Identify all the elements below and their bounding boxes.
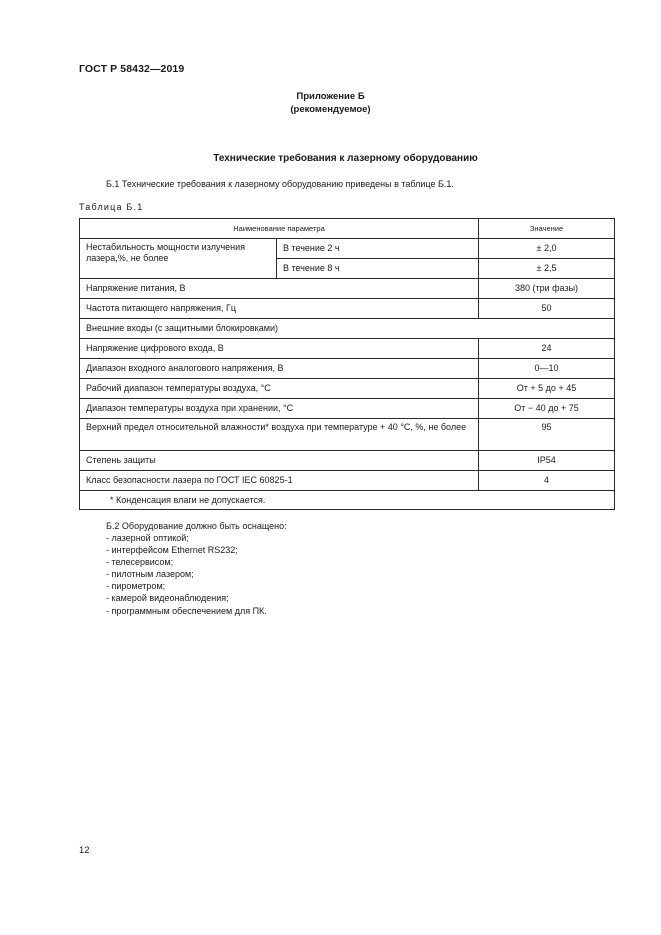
value-cell: 0—10: [479, 359, 615, 379]
equipment-list: [106, 532, 267, 617]
table-row: [80, 279, 615, 299]
list-item: - пирометром;: [106, 580, 267, 592]
value-cell: 50: [479, 299, 615, 319]
list-item: - пилотным лазером;: [106, 568, 267, 580]
table-row: [80, 379, 615, 399]
param-cell: Напряжение цифрового входа, В: [80, 339, 479, 359]
table-row: [80, 359, 615, 379]
table-row: [80, 239, 615, 259]
param-cell: Класс безопасности лазера по ГОСТ IEC 60825-1: [80, 471, 479, 491]
param-cell: Внешние входы (с защитными блокировками): [80, 319, 615, 339]
param-cell: Рабочий диапазон температуры воздуха, °С: [80, 379, 479, 399]
standard-number: ГОСТ Р 58432—2019: [79, 63, 185, 75]
list-item: - телесервисом;: [106, 556, 267, 568]
table-row: [80, 419, 615, 451]
value-cell: От − 40 до + 75: [479, 399, 615, 419]
param-cell: Частота питающего напряжения, Гц: [80, 299, 479, 319]
table-header-row: [80, 219, 615, 239]
list-item: - интерфейсом Ethernet RS232;: [106, 544, 267, 556]
param-cell: Верхний предел относительной влажности* воздуха при температуре + 40 °С, %, не более: [80, 419, 479, 451]
section-title: Технические требования к лазерному оборудованию: [213, 153, 478, 164]
spec-table: [79, 218, 615, 510]
table-caption: Таблица Б.1: [79, 202, 144, 212]
table-row: [80, 399, 615, 419]
equipment-intro: Б.2 Оборудование должно быть оснащено:: [106, 521, 287, 531]
value-2h: ± 2,0: [479, 239, 615, 259]
table-row: [80, 299, 615, 319]
value-cell: 380 (три фазы): [479, 279, 615, 299]
list-item: - программным обеспечением для ПК.: [106, 605, 267, 617]
annex-title: Приложение Б: [296, 91, 365, 102]
table-footnote: * Конденсация влаги не допускается.: [80, 491, 615, 510]
table-footnote-row: [80, 491, 615, 510]
value-cell: 95: [479, 419, 615, 451]
table-row: [80, 319, 615, 339]
table-row: [80, 339, 615, 359]
value-cell: 4: [479, 471, 615, 491]
header-value: Значение: [479, 219, 615, 239]
value-cell: 24: [479, 339, 615, 359]
list-item: - лазерной оптикой;: [106, 532, 267, 544]
list-item: - камерой видеонаблюдения;: [106, 592, 267, 604]
table-row: [80, 451, 615, 471]
table-row: [80, 471, 615, 491]
intro-paragraph: Б.1 Технические требования к лазерному оборудованию приведены в таблице Б.1.: [106, 179, 454, 189]
condition-2h: В течение 2 ч: [277, 239, 479, 259]
annex-status: (рекомендуемое): [290, 104, 371, 115]
value-cell: IP54: [479, 451, 615, 471]
header-parameter: Наименование параметра: [80, 219, 479, 239]
value-cell: От + 5 до + 45: [479, 379, 615, 399]
page-number: 12: [79, 845, 90, 856]
param-cell: Напряжение питания, В: [80, 279, 479, 299]
value-8h: ± 2,5: [479, 259, 615, 279]
param-cell: Диапазон входного аналогового напряжения, В: [80, 359, 479, 379]
param-cell: Степень защиты: [80, 451, 479, 471]
condition-8h: В течение 8 ч: [277, 259, 479, 279]
param-cell: Диапазон температуры воздуха при хранении, °С: [80, 399, 479, 419]
param-instability: Нестабильность мощности излучения лазера,%, не более: [80, 239, 277, 279]
